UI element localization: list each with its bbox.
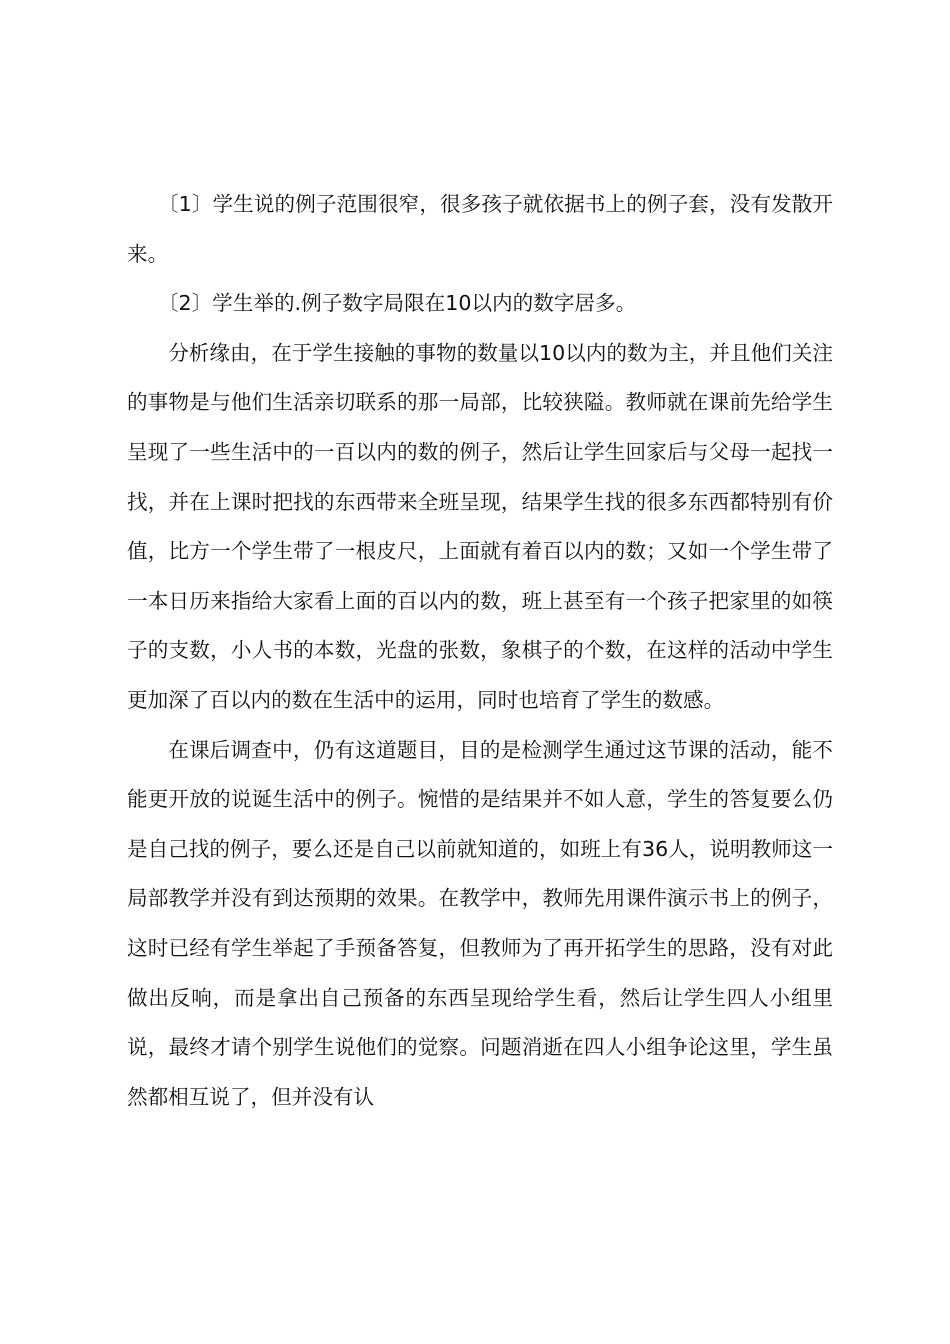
- paragraph-4: 在课后调查中，仍有这道题目，目的是检测学生通过这节课的活动，能不能更开放的说诞生活中的例子。惋惜的是结果并不如人意，学生的答复要么仍是自己找的例子，要么还是自己以前就知道的，如班上有36人，说明教师这一局部教学并没有到达预期的效果。在教学中，教师先用课件演示书上的例子，这时已经有学生举起了手预备答复，但教师为了再开拓学生的思路，没有对此做出反响，而是拿出自己预备的东西呈现给学生看，然后让学生四人小组里说，最终才请个别学生说他们的觉察。问题消逝在四人小组争论这里，学生虽然都相互说了，但并没有认: [127, 737, 833, 1109]
- document-body: [127, 180, 833, 1122]
- paragraph-2: 〔2〕学生举的.例子数字局限在10以内的数字居多。: [157, 291, 637, 316]
- paragraph-3: 分析缘由，在于学生接触的事物的数量以10以内的数为主，并且他们关注的事物是与他们生活亲切联系的那一局部，比较狭隘。教师就在课前先给学生呈现了一些生活中的一百以内的数的例子，然后让学生回家后与父母一起找一找，并在上课时把找的东西带来全班呈现，结果学生找的很多东西都特别有价值，比方一个学生带了一根皮尺，上面就有着百以内的数；又如一个学生带了一本日历来指给大家看上面的百以内的数，班上甚至有一个孩子把家里的如筷子的支数，小人书的本数，光盘的张数，象棋子的个数，在这样的活动中学生更加深了百以内的数在生活中的运用，同时也培育了学生的数感。: [127, 340, 833, 712]
- paragraph-1: 〔1〕学生说的例子范围很窄，很多孩子就依据书上的例子套，没有发散开来。: [127, 192, 833, 266]
